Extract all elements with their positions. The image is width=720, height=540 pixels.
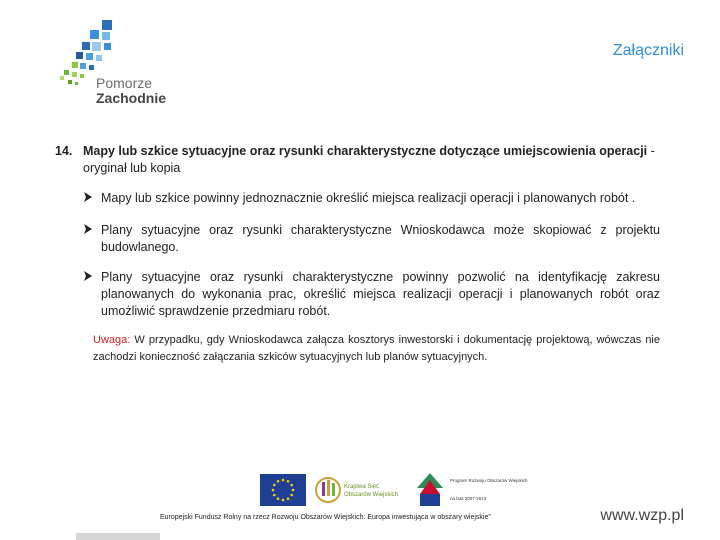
bullet-item (55, 190, 660, 209)
section-heading (55, 143, 660, 177)
arrow-bullet-icon (55, 190, 101, 209)
footer-caption: Europejski Fundusz Rolny na rzecz Rozwoju Obszarów Wiejskich: Europa inwestująca w obszary wiejskie” (160, 514, 491, 521)
section-title: Mapy lub szkice sytuacyjne oraz rysunki charakterystyczne dotyczące umiejscowienia operacji (83, 144, 648, 158)
website-link[interactable]: www.wzp.pl (600, 507, 684, 524)
section-subtitle: - oryginał lub kopia (83, 144, 655, 175)
eu-flag-icon (260, 474, 306, 506)
bullet-item (55, 222, 660, 256)
note-label: Uwaga: (93, 334, 131, 346)
logo-line-1: Pomorze (96, 75, 153, 91)
prow-label: Program Rozwoju Obszarów Wiejskich (450, 478, 528, 483)
logo-line-2: Zachodnie (96, 90, 167, 106)
section-number: 14. (55, 144, 73, 158)
arrow-bullet-icon (55, 269, 101, 320)
leader-line-2: Obszarów Wiejskich (344, 492, 399, 498)
bullet-text: Plany sytuacyjne oraz rysunki charakterystyczne Wnioskodawca może skopiować z projektu budowlanego. (101, 223, 660, 254)
note (93, 332, 660, 366)
leader-ksow-logo (312, 470, 399, 512)
main-content (55, 143, 660, 366)
bullet-text: Mapy lub szkice powinny jednoznacznie określić miejsca realizacji operacji i planowanych robót . (101, 191, 636, 205)
leader-line-1: Krajowa Sieć (344, 484, 380, 490)
bullet-text: Plany sytuacyjne oraz rysunki charakterystyczne powinny pozwolić na identyfikację zakresu planowanych do wykonania prac, określić miejsca realizacji operacji i planowanych robót oraz umożliwić sprawdzenie przedmiaru robót. (101, 270, 660, 318)
arrow-bullet-icon (55, 222, 101, 256)
page-title: Załączniki (612, 42, 684, 59)
prow-logo (410, 470, 528, 512)
section-title-block (83, 143, 660, 177)
prow-years: na lata 2007-2013 (450, 496, 487, 501)
note-text: W przypadku, gdy Wnioskodawca załącza kosztorys inwestorski i dokumentację projektową, wówczas nie zachodzi konieczność załączania szkiców sytuacyjnych lub planów sytuacyjnych. (93, 334, 660, 363)
bottom-divider (76, 533, 160, 540)
footer-logos (260, 470, 528, 512)
logo-wordmark (96, 76, 166, 106)
bullet-item (55, 269, 660, 320)
